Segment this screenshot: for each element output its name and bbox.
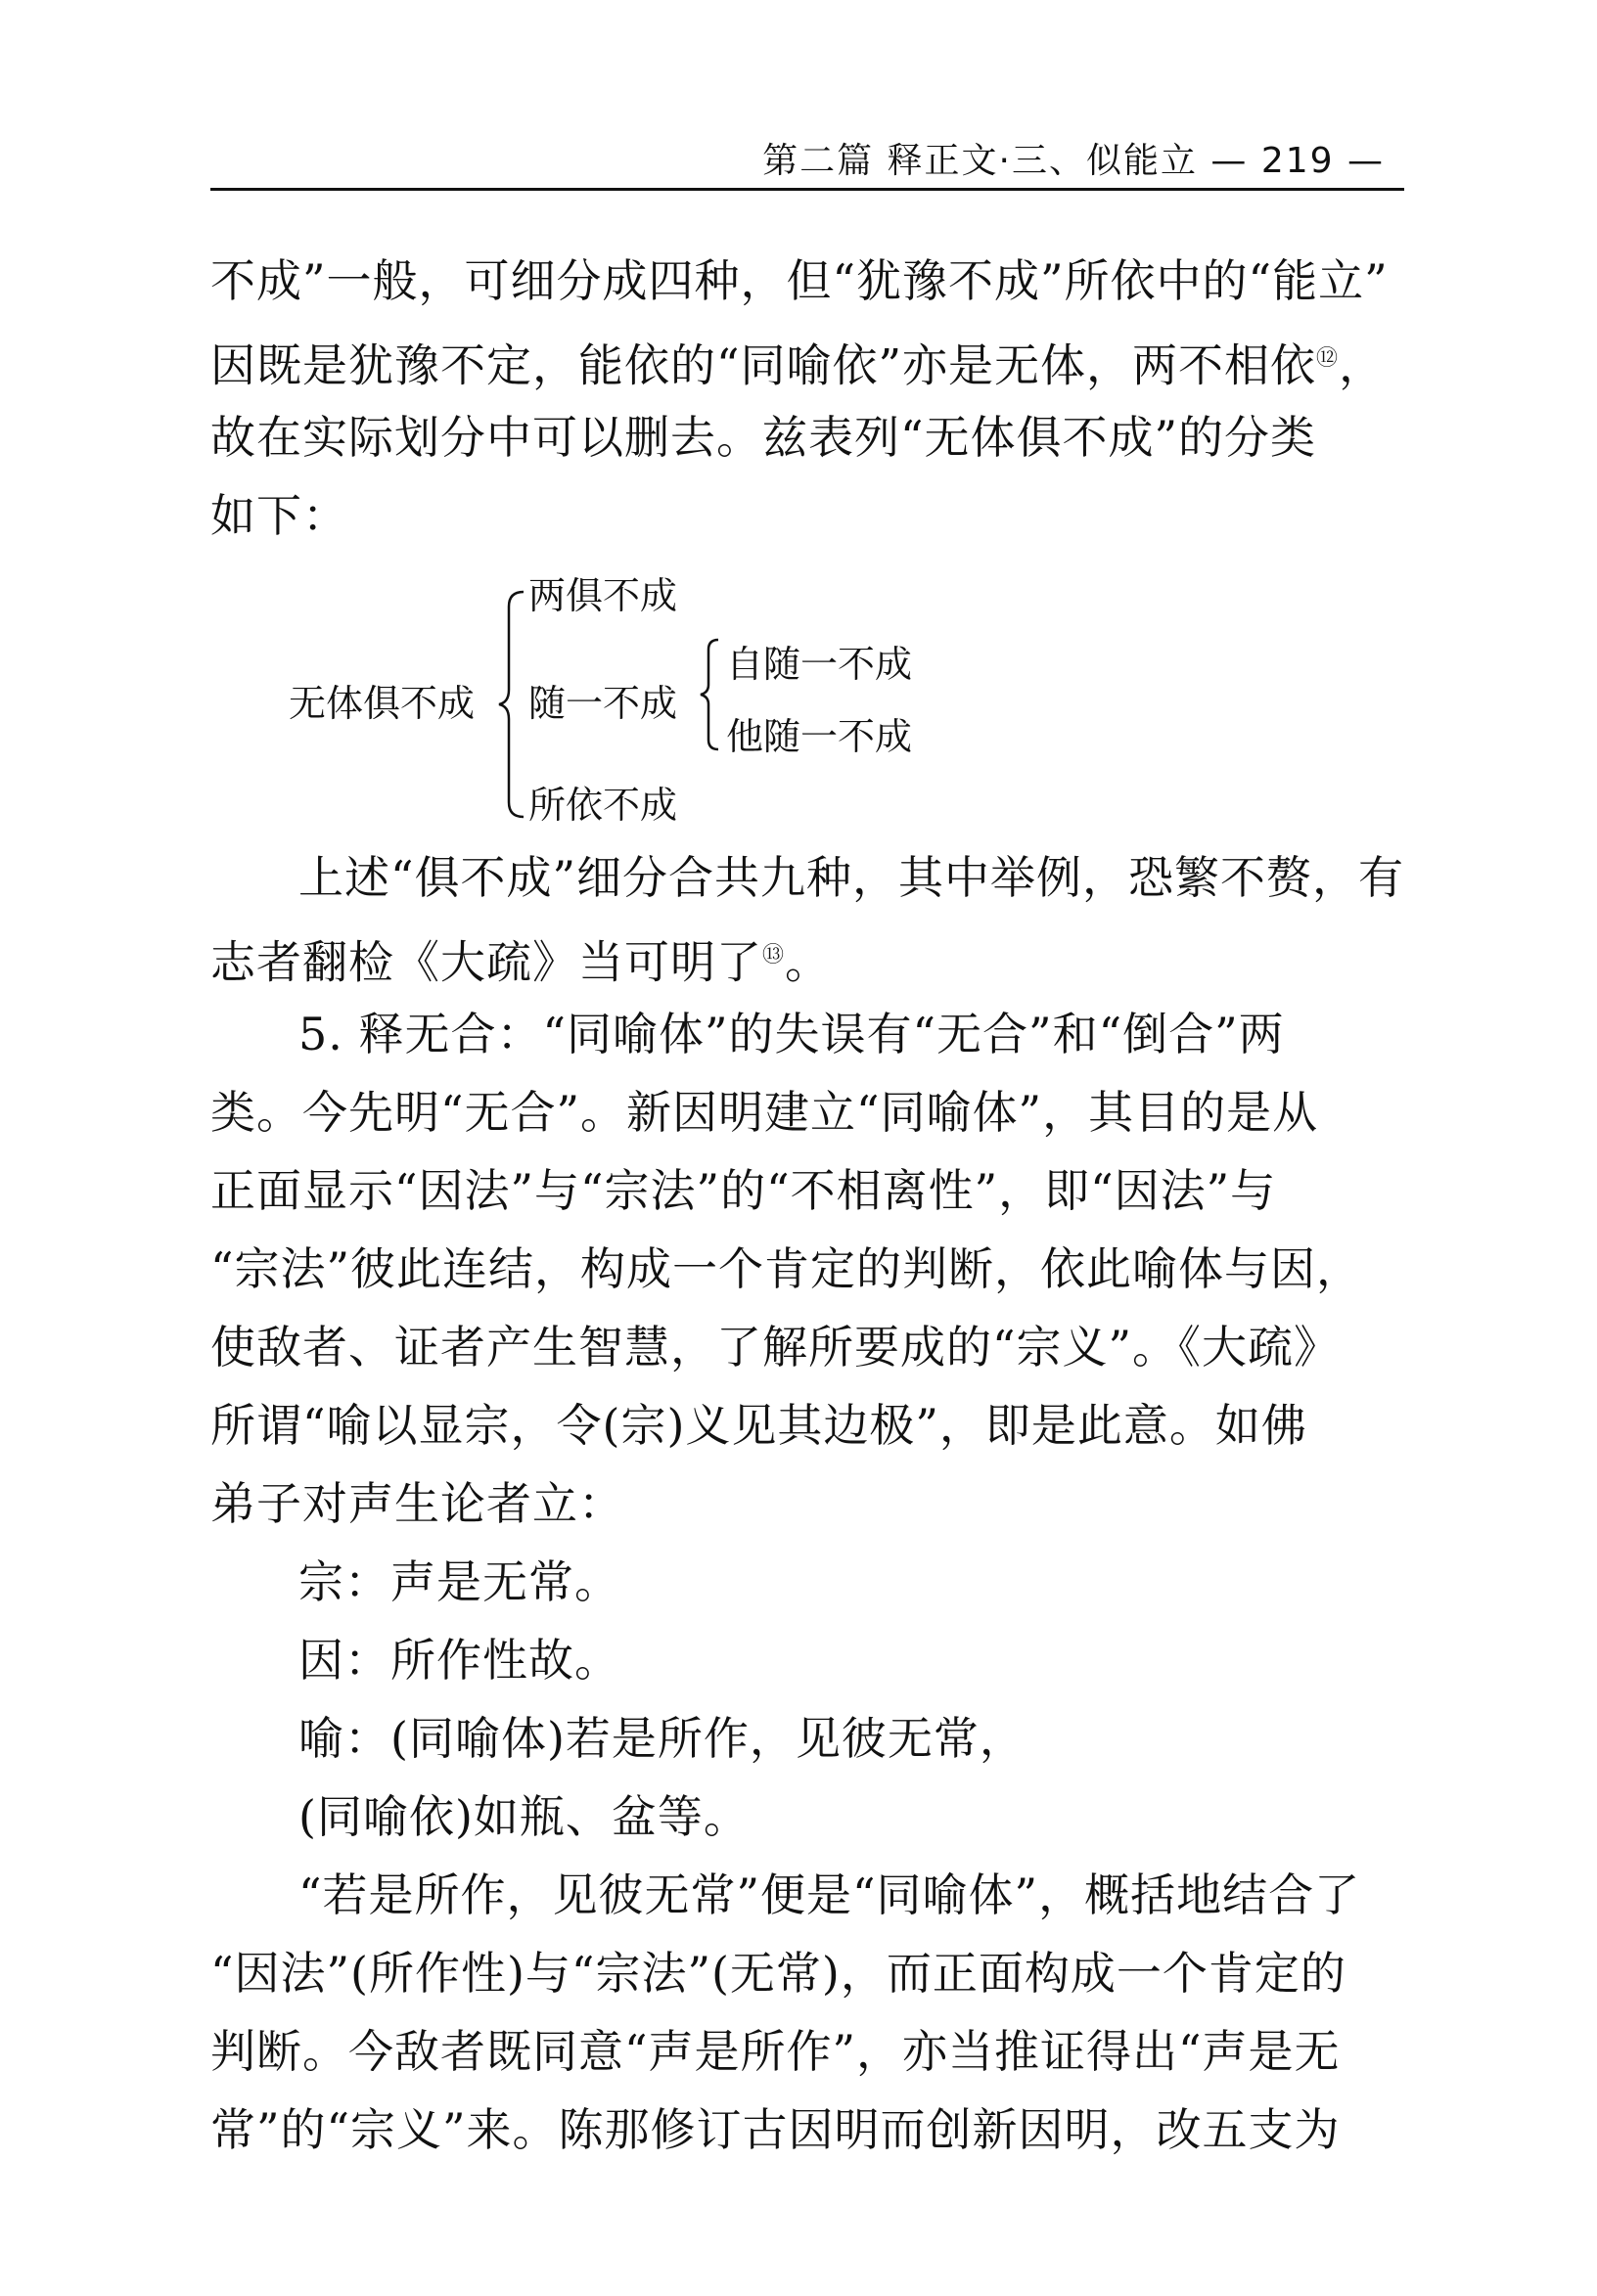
text-line: 常”的“宗义”来。陈那修订古因明而创新因明，改五支为	[210, 2103, 1341, 2156]
syllogism-thesis: 宗：声是无常。	[298, 1555, 620, 1608]
header-title: 第二篇 释正文·三、似能立 — 219 —	[762, 141, 1385, 181]
syllogism-reason: 因：所作性故。	[298, 1634, 620, 1687]
text-line: 如下：	[210, 489, 348, 542]
text-line: 不成”一般，可细分成四种，但“犹豫不成”所依中的“能立”	[210, 254, 1389, 307]
footnote-marker: ⑫	[1316, 346, 1340, 371]
tree-root: 无体俱不成	[289, 682, 476, 725]
text-segment: ，	[1339, 338, 1386, 392]
tree-node-both-unestablished: 两俱不成	[528, 574, 678, 617]
text-segment: 。	[785, 935, 832, 989]
text-line: “因法”(所作性)与“宗法”(无常)，而正面构成一个肯定的	[210, 1947, 1346, 2000]
text-line: 弟子对声生论者立：	[210, 1477, 624, 1530]
text-line: “宗法”彼此连结，构成一个肯定的判断，依此喻体与因，	[210, 1242, 1363, 1295]
text-segment: 志者翻检《大疏》当可明了	[210, 935, 762, 989]
text-line: 正面显示“因法”与“宗法”的“不相离性”，即“因法”与	[210, 1164, 1277, 1217]
syllogism-example-body: 喻：(同喻体)若是所作，见彼无常，	[298, 1712, 1026, 1765]
brace-icon	[697, 636, 726, 753]
tree-node-other-one-sided: 他随一不成	[726, 715, 913, 758]
text-line: 5. 释无合：“同喻体”的失误有“无合”和“倒合”两	[298, 1008, 1285, 1060]
text-line: “若是所作，见彼无常”便是“同喻体”，概括地结合了	[298, 1868, 1361, 1921]
text-line	[210, 331, 1414, 393]
text-line: 故在实际划分中可以删去。兹表列“无体俱不成”的分类	[210, 411, 1317, 464]
text-line: 使敌者、证者产生智慧，了解所要成的“宗义”。《大疏》	[210, 1321, 1341, 1373]
running-header	[210, 117, 1404, 191]
syllogism-example-instance: (同喻依)如瓶、盆等。	[298, 1790, 750, 1843]
tree-node-self-one-sided: 自随一不成	[726, 643, 913, 686]
text-line: 类。今先明“无合”。新因明建立“同喻体”，其目的是从	[210, 1086, 1319, 1139]
text-line: 所谓“喻以显宗，令(宗)义见其边极”，即是此意。如佛	[210, 1399, 1307, 1452]
tree-node-basis-unestablished: 所依不成	[528, 784, 678, 827]
tree-node-one-sided-unestablished: 随一不成	[528, 682, 678, 725]
text-line: 判断。今敌者既同意“声是所作”，亦当推证得出“声是无	[210, 2025, 1341, 2078]
text-line: 上述“俱不成”细分合共九种，其中举例，恐繁不赘，有	[298, 851, 1405, 904]
brace-icon	[494, 587, 533, 822]
text-segment: 因既是犹豫不定，能依的“同喻依”亦是无体，两不相依	[210, 338, 1317, 392]
text-line	[210, 927, 1414, 990]
footnote-marker: ⑬	[762, 943, 786, 968]
